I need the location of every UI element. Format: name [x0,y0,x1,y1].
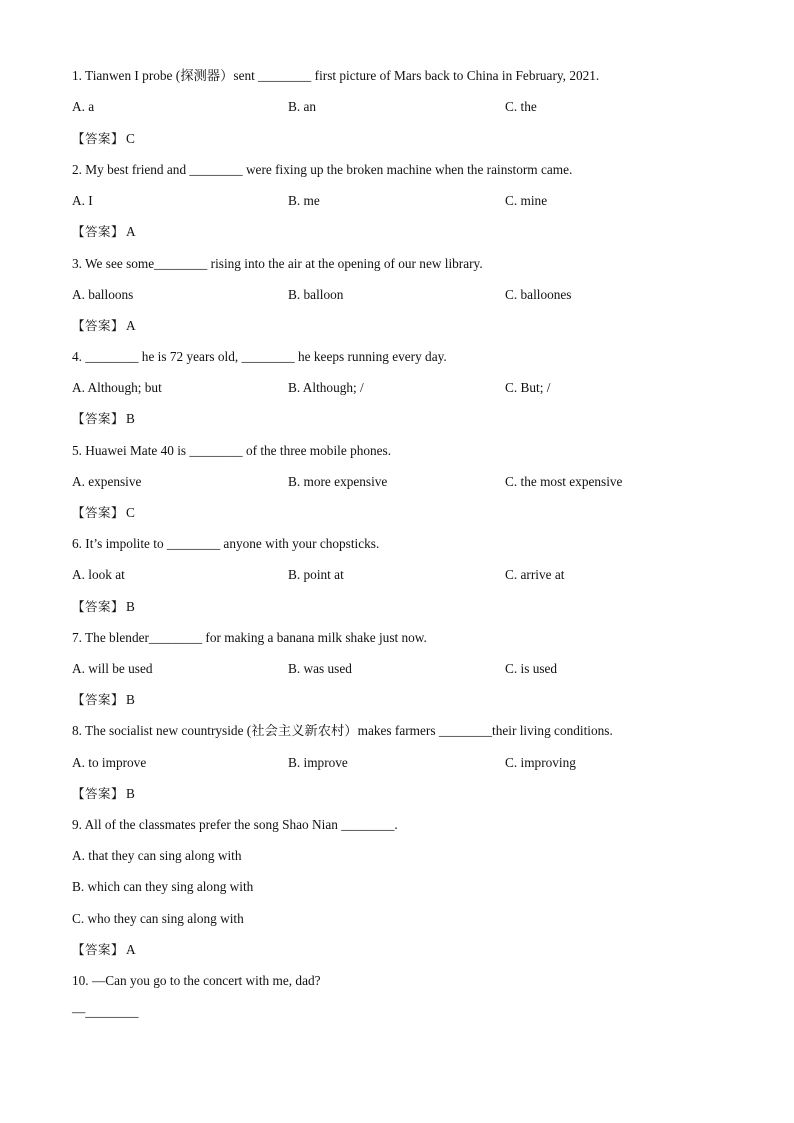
question-4-option-a: A. Although; but [72,380,162,395]
question-3-option-a: A. balloons [72,287,134,302]
question-10-reply: —________ [72,1004,139,1019]
question-5-answer [72,505,135,521]
question-7-option-a: A. will be used [72,661,153,676]
question-5-stem: 5. Huawei Mate 40 is ________ of the three mobile phones. [72,443,392,458]
question-6-option-b: B. point at [288,567,344,582]
answer-tag: 【答案】 [72,599,125,614]
question-8-option-a: A. to improve [72,755,147,770]
question-2-stem: 2. My best friend and ________ were fixing up the broken machine when the rainstorm came. [72,162,573,177]
question-3-answer [72,318,136,334]
answer-value: B [126,599,135,614]
question-7-option-b: B. was used [288,661,352,676]
question-6-answer [72,599,135,615]
question-1-stem: 1. Tianwen I probe (探测器）sent ________ first picture of Mars back to China in February, 2021. [72,68,600,83]
question-4-stem: 4. ________ he is 72 years old, ________ he keeps running every day. [72,349,447,364]
question-2-option-a: A. I [72,193,93,208]
answer-value: A [126,318,136,333]
answer-tag: 【答案】 [72,318,125,333]
question-9-option-b: B. which can they sing along with [72,879,254,894]
question-7-stem: 7. The blender________ for making a banana milk shake just now. [72,630,427,645]
question-1-option-a: A. a [72,99,95,114]
question-7-answer [72,692,135,708]
question-9-option-c: C. who they can sing along with [72,911,244,926]
question-2-option-c: C. mine [505,193,548,208]
question-3-option-b: B. balloon [288,287,344,302]
question-1-answer [72,131,135,147]
question-1-option-b: B. an [288,99,317,114]
question-6-option-a: A. look at [72,567,125,582]
answer-value: B [126,692,135,707]
answer-tag: 【答案】 [72,224,125,239]
question-4-option-b: B. Although; / [288,380,364,395]
question-1-option-c: C. the [505,99,537,114]
answer-value: A [126,224,136,239]
answer-tag: 【答案】 [72,692,125,707]
answer-value: A [126,942,136,957]
answer-tag: 【答案】 [72,505,125,520]
question-8-option-b: B. improve [288,755,348,770]
answer-value: C [126,131,135,146]
question-8-answer [72,786,135,802]
question-8-option-c: C. improving [505,755,576,770]
question-2-option-b: B. me [288,193,320,208]
answer-tag: 【答案】 [72,131,125,146]
question-5-option-c: C. the most expensive [505,474,623,489]
answer-tag: 【答案】 [72,786,125,801]
question-9-stem: 9. All of the classmates prefer the song Shao Nian ________. [72,817,398,832]
question-9-answer [72,942,136,958]
question-5-option-a: A. expensive [72,474,142,489]
question-6-stem: 6. It’s impolite to ________ anyone with your chopsticks. [72,536,380,551]
question-3-stem: 3. We see some________ rising into the air at the opening of our new library. [72,256,483,271]
question-3-option-c: C. balloones [505,287,572,302]
question-7-option-c: C. is used [505,661,558,676]
answer-tag: 【答案】 [72,411,125,426]
answer-value: C [126,505,135,520]
answer-tag: 【答案】 [72,942,125,957]
question-9-option-a: A. that they can sing along with [72,848,242,863]
question-2-answer [72,224,136,240]
answer-value: B [126,786,135,801]
question-8-stem: 8. The socialist new countryside (社会主义新农村）makes farmers ________their living conditions. [72,723,613,738]
answer-value: B [126,411,135,426]
question-5-option-b: B. more expensive [288,474,388,489]
question-4-option-c: C. But; / [505,380,551,395]
question-6-option-c: C. arrive at [505,567,565,582]
question-10-stem: 10. —Can you go to the concert with me, dad? [72,973,321,988]
question-4-answer [72,411,135,427]
